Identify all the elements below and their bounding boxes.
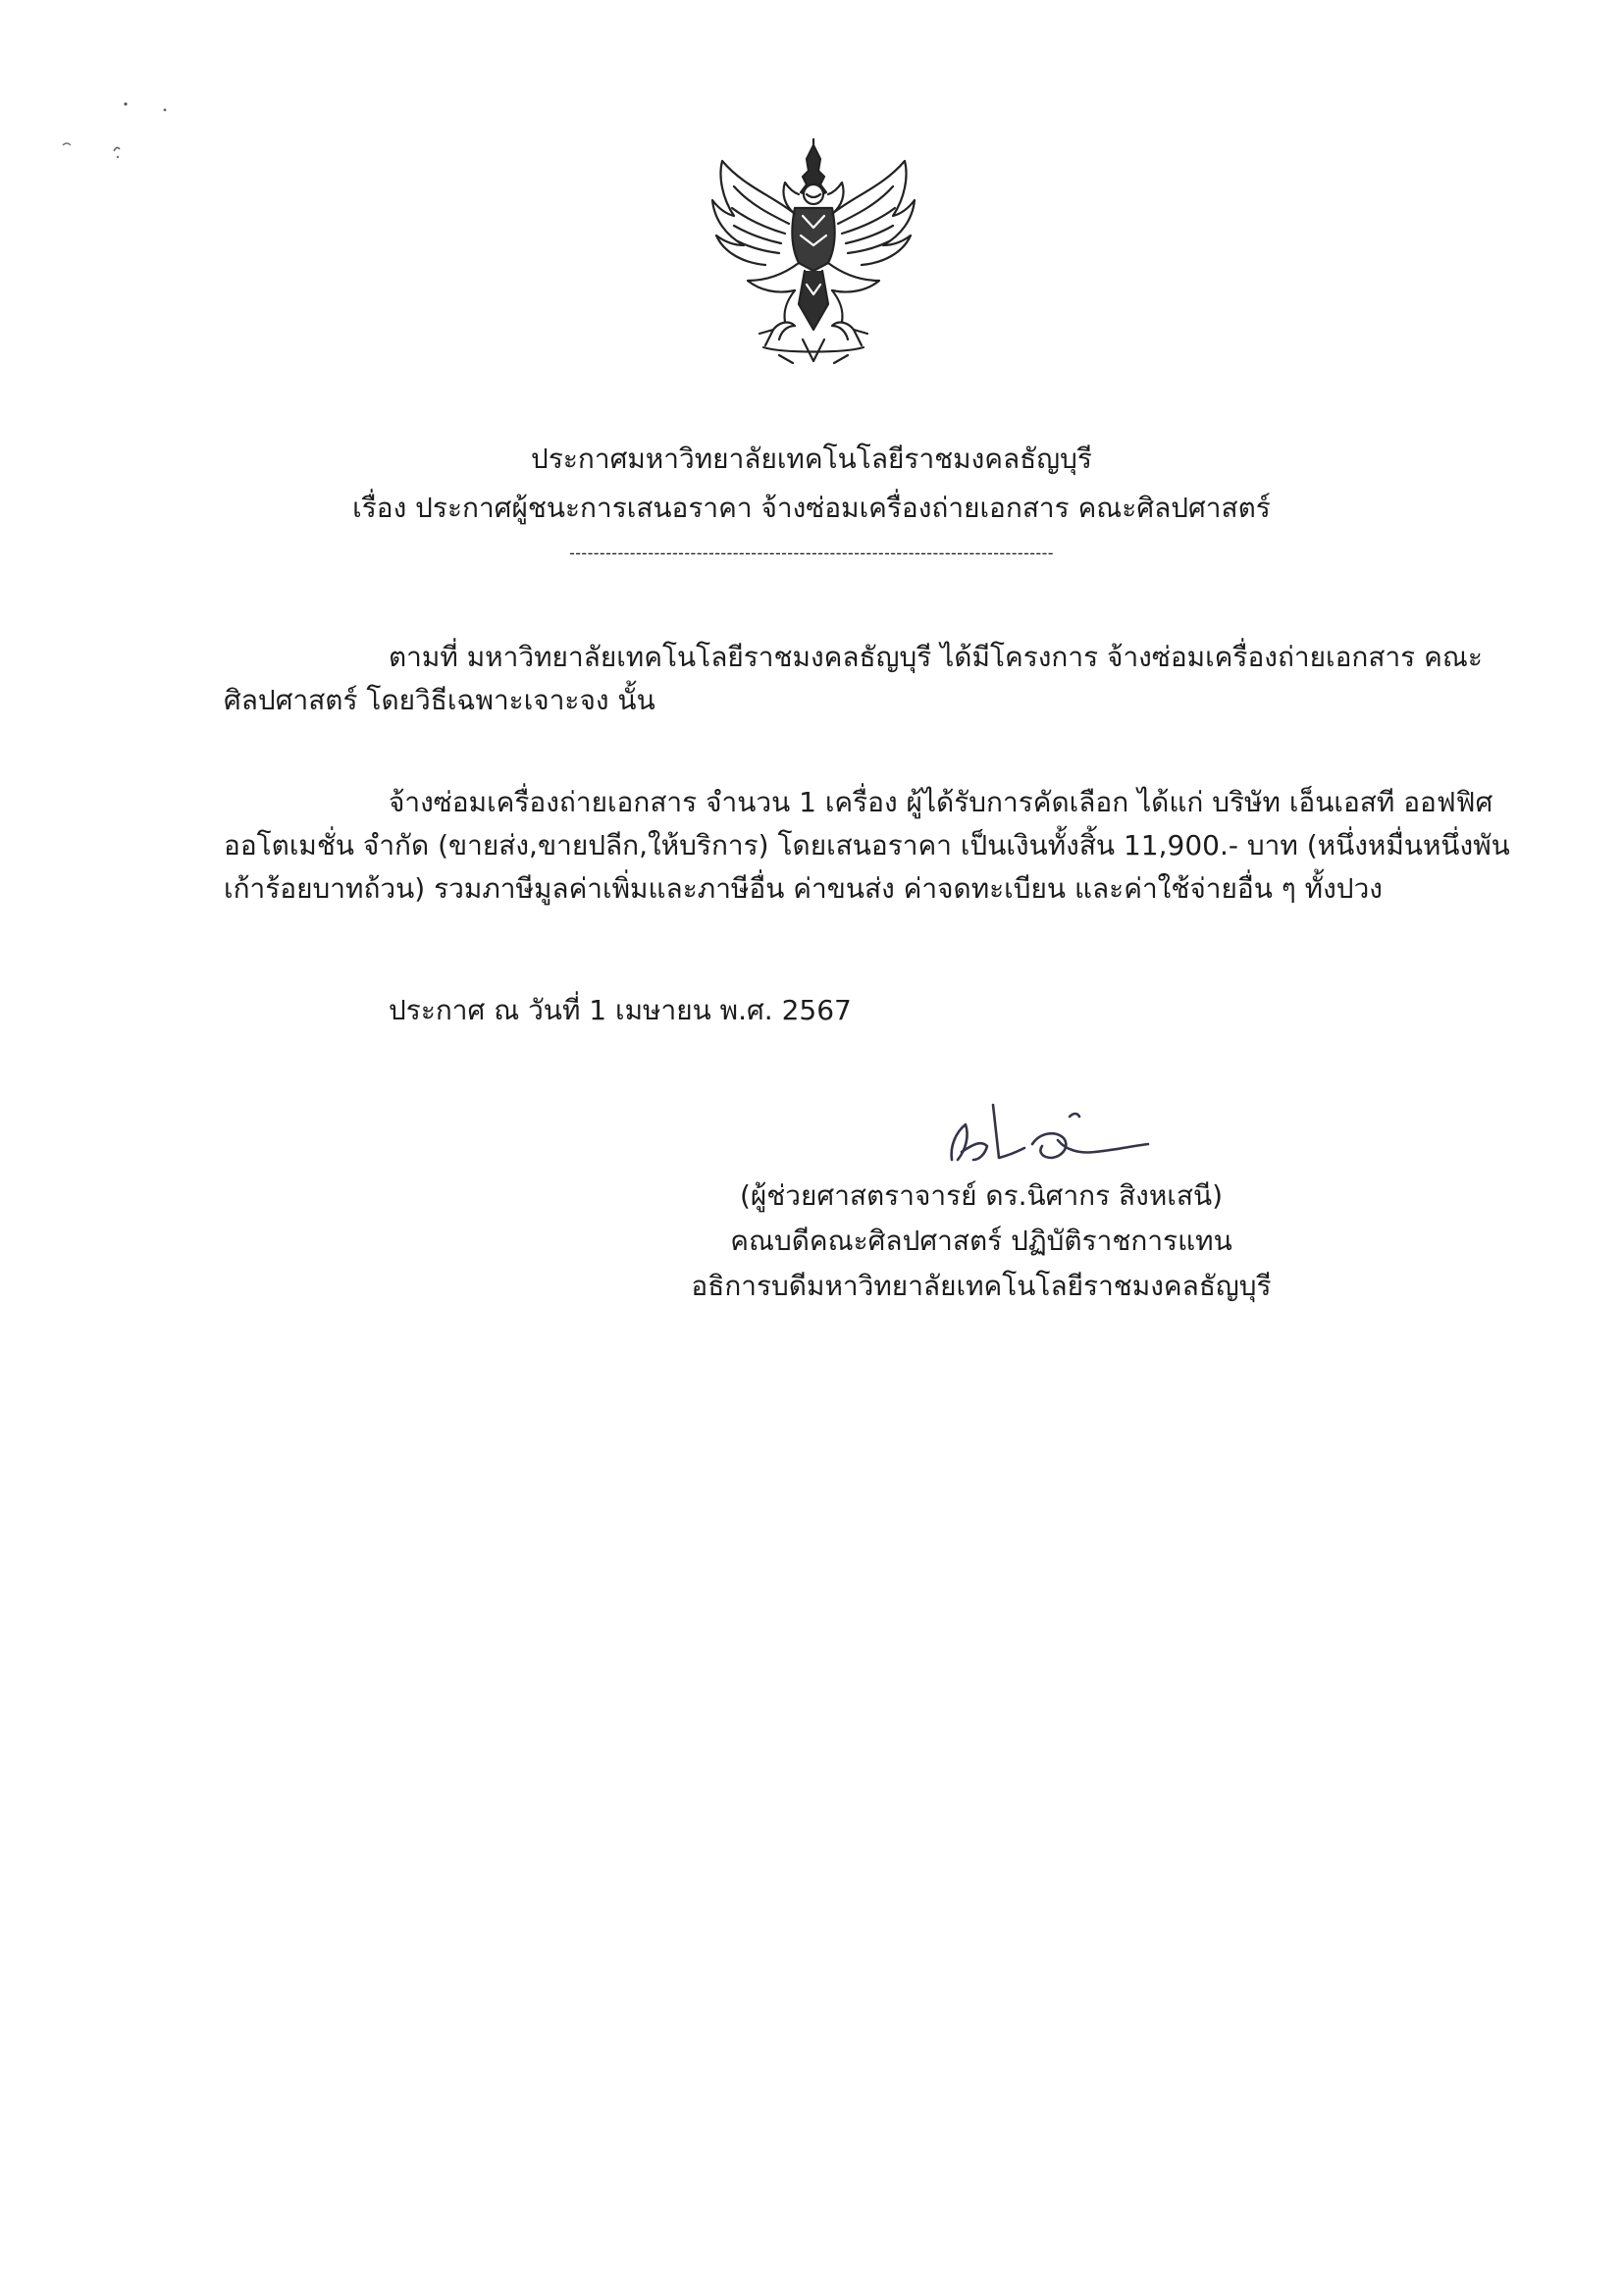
- announcement-subject: เรื่อง ประกาศผู้ชนะการเสนอราคา จ้างซ่อมเครื่องถ่ายเอกสาร คณะศิลปศาสตร์: [352, 492, 1271, 524]
- paragraph-intro: [224, 636, 1483, 722]
- signatory-position: อธิการบดีมหาวิทยาลัยเทคโนโลยีราชมงคลธัญบุรี: [691, 1270, 1272, 1302]
- paragraph-award: [224, 781, 1510, 911]
- paragraph-line: ศิลปศาสตร์ โดยวิธีเฉพาะเจาะจง นั้น: [224, 684, 655, 716]
- announcement-date: ประกาศ ณ วันที่ 1 เมษายน พ.ศ. 2567: [389, 994, 852, 1026]
- paragraph-line: ตามที่ มหาวิทยาลัยเทคโนโลยีราชมงคลธัญบุรี ได้มีโครงการ จ้างซ่อมเครื่องถ่ายเอกสาร คณะ: [389, 641, 1483, 673]
- announcement-date-block: [224, 989, 1468, 1032]
- garuda-emblem-icon: [705, 137, 922, 365]
- handwritten-signature-icon: [922, 1075, 1168, 1183]
- signatory-position: คณบดีคณะศิลปศาสตร์ ปฏิบัติราชการแทน: [730, 1225, 1232, 1257]
- signatory-name: (ผู้ช่วยศาสตราจารย์ ดร.นิศากร สิงหเสนี): [739, 1179, 1224, 1212]
- announcement-title: ประกาศมหาวิทยาลัยเทคโนโลยีราชมงคลธัญบุรี: [531, 443, 1092, 475]
- scan-specks: [49, 94, 186, 163]
- divider-line: --------------------------------------------------------------------------------: [569, 544, 1054, 562]
- paragraph-line: จ้างซ่อมเครื่องถ่ายเอกสาร จำนวน 1 เครื่อง ผู้ได้รับการคัดเลือก ได้แก่ บริษัท เอ็นเอสที ออฟฟิศ: [389, 786, 1493, 818]
- signatory-block: [667, 1174, 1295, 1309]
- paragraph-line: เก้าร้อยบาทถ้วน) รวมภาษีมูลค่าเพิ่มและภาษีอื่น ค่าขนส่ง ค่าจดทะเบียน และค่าใช้จ่ายอื่น ๆ ทั้งปวง: [224, 872, 1383, 905]
- paragraph-line: ออโตเมชั่น จำกัด (ขายส่ง,ขายปลีก,ให้บริการ) โดยเสนอราคา เป็นเงินทั้งสิ้น 11,900.- บาท (หนึ่งหมื่นหนึ่งพัน: [224, 829, 1510, 861]
